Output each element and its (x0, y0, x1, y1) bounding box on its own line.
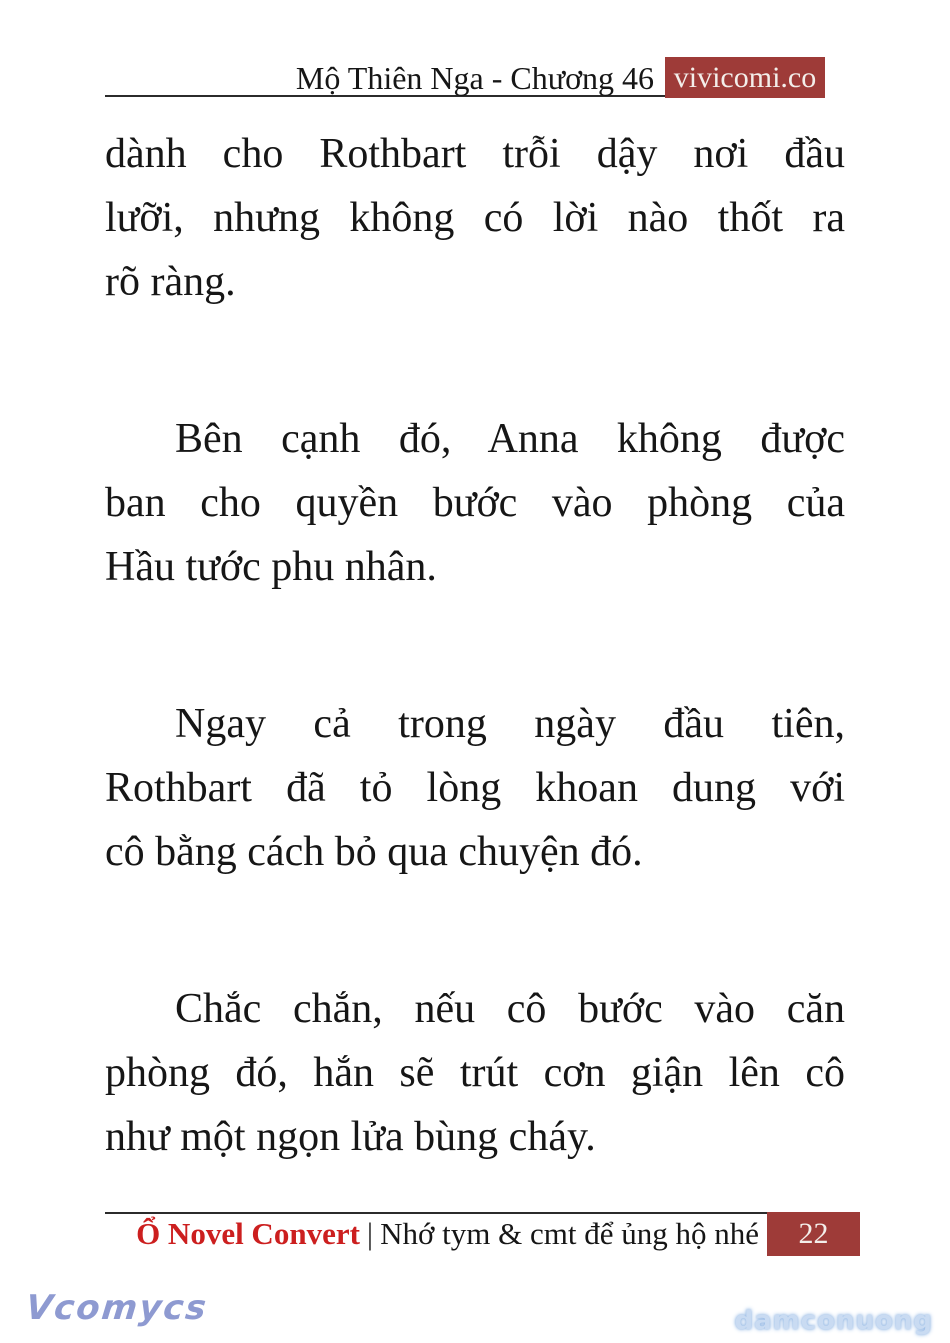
text-line: lưỡi, nhưng không có lời nào thốt ra (105, 195, 845, 241)
text-line: Ngay cả trong ngày đầu tiên, (175, 701, 845, 747)
paragraph (105, 122, 845, 314)
page-text (105, 122, 845, 1169)
page-header (105, 57, 825, 98)
paragraph (105, 407, 845, 599)
chapter-title: Mộ Thiên Nga - Chương 46 (295, 59, 654, 96)
text-line: phòng đó, hắn sẽ trút cơn giận lên cô (105, 1050, 845, 1096)
damconuong-watermark: damconuong (734, 1306, 933, 1336)
paragraph (105, 977, 845, 1169)
vcomycs-watermark: Vcomycs (23, 1288, 210, 1328)
text-line: Chắc chắn, nếu cô bước vào căn (175, 986, 845, 1032)
text-line: dành cho Rothbart trỗi dậy nơi đầu (105, 131, 845, 177)
footer-credit (136, 1215, 759, 1253)
text-line: Bên cạnh đó, Anna không được (175, 416, 845, 462)
text-line: ban cho quyền bước vào phòng của (105, 480, 845, 526)
converter-brand: Ổ Novel Convert (136, 1216, 360, 1251)
text-line: cô bằng cách bỏ qua chuyện đó. (105, 829, 643, 875)
text-line: Rothbart đã tỏ lòng khoan dung với (105, 765, 845, 811)
text-line: như một ngọn lửa bùng cháy. (105, 1114, 596, 1160)
page-footer (105, 1212, 860, 1256)
paragraph (105, 692, 845, 884)
footer-note: Nhớ tym & cmt để ủng hộ nhé (380, 1216, 759, 1251)
text-line: Hầu tước phu nhân. (105, 544, 437, 590)
text-line: rõ ràng. (105, 259, 236, 305)
site-badge: vivicomi.co (665, 57, 825, 98)
footer-separator: | (366, 1216, 374, 1251)
page-number-badge: 22 (767, 1212, 860, 1256)
